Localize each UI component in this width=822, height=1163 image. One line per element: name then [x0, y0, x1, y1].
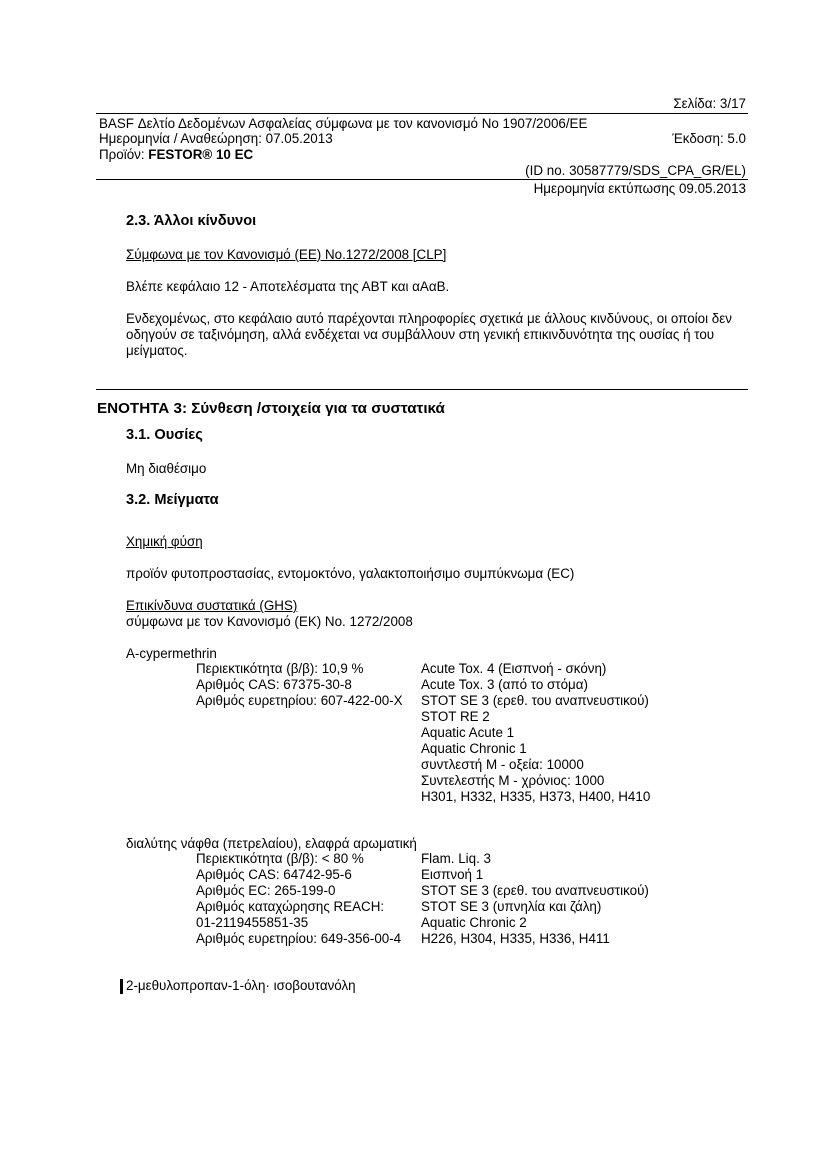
- cas-number: Αριθμός CAS: 64742-95-6: [196, 867, 352, 882]
- classification-line: συντλεστή M - οξεία: 10000: [421, 757, 584, 772]
- product-name: FESTOR® 10 EC: [148, 147, 254, 162]
- reach-number: 01-2119455851-35: [196, 915, 309, 930]
- component-identifiers: [196, 661, 403, 709]
- classification-line: Flam. Liq. 3: [421, 851, 491, 866]
- hazardous-ingredients-label: Επικίνδυνα συστατικά (GHS): [126, 598, 298, 613]
- chemical-nature: προϊόν φυτοπροστασίας, εντομοκτόνο, γαλακτοποιήσιμο συμπύκνωμα (EC): [126, 566, 575, 581]
- reach-label: Αριθμός καταχώρησης REACH:: [196, 899, 385, 914]
- classification-line: STOT SE 3 (υπνηλία και ζάλη): [421, 899, 602, 914]
- hazardous-ingredients-regulation: σύμφωνα με τον Κανονισμό (ΕΚ) No. 1272/2008: [126, 614, 413, 629]
- component-name: διαλύτης νάφθα (πετρελαίου), ελαφρά αρωματική: [126, 836, 417, 851]
- classification-line: STOT SE 3 (ερεθ. του αναπνευστικού): [421, 883, 649, 898]
- ec-number: Αριθμός EC: 265-199-0: [196, 883, 336, 898]
- component-name: A-cypermethrin: [126, 646, 217, 661]
- cas-number: Αριθμός CAS: 67375-30-8: [196, 677, 352, 692]
- section-divider: [96, 389, 748, 390]
- classification-line: Aquatic Chronic 2: [421, 915, 527, 930]
- heading-3-1: 3.1. Ουσίες: [126, 427, 203, 443]
- classification-line: Συντελεστής M - χρόνιος: 1000: [421, 773, 605, 788]
- component-identifiers: [196, 851, 401, 947]
- version: Έκδοση: 5.0: [672, 131, 746, 146]
- classification-line: STOT RE 2: [421, 709, 490, 724]
- heading-3-2: 3.2. Μείγματα: [126, 492, 219, 508]
- see-chapter-12: Βλέπε κεφάλαιο 12 - Αποτελέσματα της ΑΒΤ και αΑαΒ.: [126, 279, 450, 294]
- hazard-statements: H301, H332, H335, H373, H400, H410: [421, 789, 651, 804]
- classification-line: Acute Tox. 4 (Εισπνοή - σκόνη): [421, 661, 607, 676]
- classification-line: STOT SE 3 (ερεθ. του αναπνευστικού): [421, 693, 649, 708]
- other-hazards-note: Ενδεχομένως, στο κεφάλαιο αυτό παρέχονται πληροφορίες σχετικά με άλλους κινδύνους, οι οποίοι δεν οδηγούν σε ταξινόμηση, αλλά ενδέχεται να συμβάλλουν στη γενική επικινδυνότητα της ουσίας ή του μείγματος.: [126, 311, 732, 358]
- change-marker-bar: [120, 979, 123, 994]
- classification-line: Εισπνοή 1: [421, 867, 484, 882]
- heading-section-3: ΕΝΟΤΗΤΑ 3: Σύνθεση /στοιχεία για τα συστατικά: [97, 400, 445, 417]
- chemical-nature-label: Χημική φύση: [126, 534, 203, 549]
- hazard-statements: H226, H304, H335, H336, H411: [421, 931, 610, 946]
- content-percent: Περιεκτικότητα (β/β): < 80 %: [196, 851, 364, 866]
- classification-line: Aquatic Acute 1: [421, 725, 515, 740]
- regulation-clp: Σύμφωνα με τον Κανονισμό (ΕΕ) No.1272/2008 [CLP]: [126, 247, 447, 262]
- document-title: BASF Δελτίο Δεδομένων Ασφαλείας σύμφωνα με τον κανονισμό Νο 1907/2006/ΕΕ: [99, 116, 588, 131]
- header-rule-top: [96, 113, 748, 114]
- component-classification: [421, 851, 649, 947]
- substances-value: Μη διαθέσιμο: [126, 461, 207, 476]
- content-percent: Περιεκτικότητα (β/β): 10,9 %: [196, 661, 364, 676]
- classification-line: Acute Tox. 3 (από το στόμα): [421, 677, 588, 692]
- component-name: 2-μεθυλοπροπαν-1-όλη· ισοβουτανόλη: [126, 978, 356, 993]
- id-number: (ID no. 30587779/SDS_CPA_GR/EL): [525, 163, 746, 178]
- component-classification: [421, 661, 650, 805]
- print-date: Ημερομηνία εκτύπωσης 09.05.2013: [533, 181, 746, 196]
- index-number: Αριθμός ευρετηρίου: 607-422-00-X: [196, 693, 403, 708]
- index-number: Αριθμός ευρετηρίου: 649-356-00-4: [196, 931, 402, 946]
- heading-2-3: 2.3. Άλλοι κίνδυνοι: [126, 213, 257, 229]
- product-label: Προϊόν:: [99, 147, 149, 162]
- classification-line: Aquatic Chronic 1: [421, 741, 527, 756]
- header-rule-bottom: [96, 179, 748, 180]
- revision-date: Ημερομηνία / Αναθεώρηση: 07.05.2013: [99, 131, 333, 146]
- product-line: [99, 147, 253, 162]
- page-number: Σελίδα: 3/17: [673, 96, 746, 111]
